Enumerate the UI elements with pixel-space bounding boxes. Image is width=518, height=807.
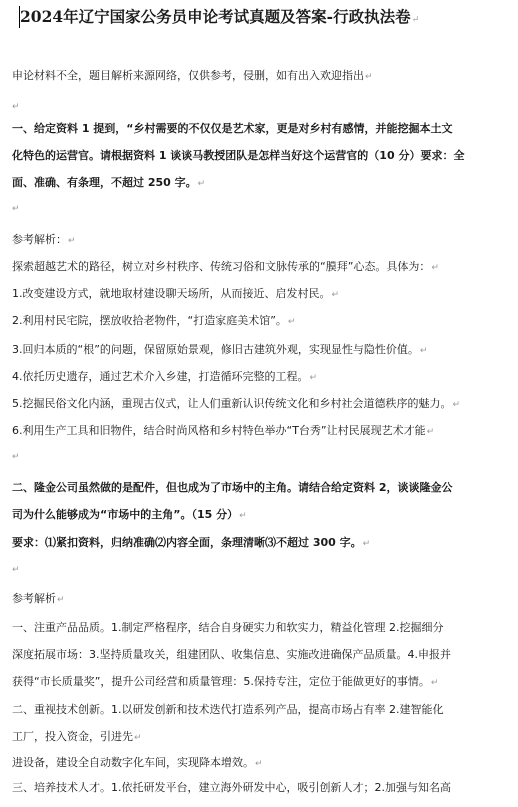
text-line bbox=[12, 176, 512, 191]
line-text: 申论材料不全，题目解析来源网络，仅供参考，侵删，如有出入欢迎指出 bbox=[12, 69, 364, 82]
line-text: 进设备，建设全自动数字化车间，实现降本增效。 bbox=[12, 756, 254, 769]
line-text: 一、注重产品品质。1.制定严格程序，结合自身硬实力和软实力，精益化管理 2.挖掘细分 bbox=[12, 621, 444, 634]
line-text: 探索超越艺术的路径，树立对乡村秩序、传统习俗和文脉传承的“膜拜”心态。具体为： bbox=[12, 260, 431, 273]
text-line bbox=[12, 397, 512, 412]
line-text: 参考解析： bbox=[12, 233, 67, 246]
text-line bbox=[12, 536, 512, 551]
line-text: 参考解析 bbox=[12, 592, 56, 605]
paragraph-mark-icon: ↵ bbox=[411, 15, 420, 25]
text-line bbox=[12, 122, 512, 136]
line-text: 深度拓展市场：3.坚持质量攻关，组建团队、收集信息、实施改进确保产品质量。4.申报并 bbox=[12, 648, 451, 661]
line-text: 化特色的运营官。请根据资料 1 谈谈马教授团队是怎样当好这个运营官的（10 分）要求：全 bbox=[12, 149, 465, 162]
paragraph-mark-icon: ↵ bbox=[331, 290, 340, 300]
paragraph-mark-icon: ↵ bbox=[309, 373, 318, 383]
line-text: 三、培养技术人才。1.依托研发平台，建立海外研发中心，吸引创新人才；2.加强与知名高 bbox=[12, 781, 451, 794]
text-line bbox=[12, 69, 512, 84]
paragraph-mark-icon: ↵ bbox=[134, 733, 142, 743]
text-line bbox=[12, 621, 512, 635]
paragraph-mark-icon: ↵ bbox=[255, 759, 263, 769]
line-text: 获得“市长质量奖”，提升公司经营和质量管理：5.保持专注，定位于能做更好的事情。 bbox=[12, 675, 430, 688]
text-line bbox=[12, 314, 512, 329]
line-text: 司为什么能够成为“市场中的主角”。（15 分） bbox=[12, 508, 239, 521]
line-text: 6.利用生产工具和旧物件，结合时尚风格和乡村特色举办“T台秀”让村民展现艺术才能 bbox=[12, 424, 426, 437]
text-line bbox=[12, 260, 512, 275]
paragraph-mark-icon: ↵ bbox=[431, 263, 439, 273]
line-text: 要求：⑴紧扣资料，归纳准确⑵内容全面，条理清晰⑶不超过 300 字。 bbox=[12, 536, 362, 549]
paragraph-mark-icon: ↵ bbox=[287, 317, 296, 327]
text-line bbox=[12, 370, 512, 385]
paragraph-mark-icon: ↵ bbox=[452, 400, 461, 410]
line-text: 3.回归本质的“根”的问题，保留原始景观，修旧古建筑外观，实现显性与隐性价值。 bbox=[12, 343, 419, 356]
paragraph-mark-icon: ↵ bbox=[362, 539, 371, 549]
line-text: 二、重视技术创新。1.以研发创新和技术迭代打造系列产品，提高市场占有率 2.建智能化 bbox=[12, 703, 444, 716]
line-text: 一、给定资料 1 提到，“乡村需要的不仅仅是艺术家，更是对乡村有感情，并能挖掘本土文 bbox=[12, 122, 453, 135]
text-line bbox=[12, 781, 512, 795]
text-line bbox=[12, 287, 512, 302]
text-line bbox=[12, 481, 512, 495]
empty-paragraph-mark-icon: ↵ bbox=[12, 102, 20, 112]
empty-paragraph-mark-icon: ↵ bbox=[12, 452, 20, 462]
text-line bbox=[12, 343, 512, 358]
text-line bbox=[12, 424, 512, 439]
text-line bbox=[12, 648, 512, 662]
line-text: 工厂，投入资金，引进先 bbox=[12, 730, 133, 743]
document-title bbox=[20, 6, 514, 31]
paragraph-mark-icon: ↵ bbox=[197, 179, 206, 189]
text-line bbox=[12, 508, 512, 523]
title-text: 2024年辽宁国家公务员申论考试真题及答案-行政执法卷 bbox=[20, 7, 411, 26]
text-line bbox=[12, 149, 512, 163]
paragraph-mark-icon: ↵ bbox=[426, 427, 435, 437]
paragraph-mark-icon: ↵ bbox=[68, 236, 76, 246]
text-line bbox=[12, 756, 512, 771]
empty-paragraph-mark-icon: ↵ bbox=[12, 204, 20, 214]
empty-paragraph-mark-icon: ↵ bbox=[12, 565, 20, 575]
text-line bbox=[12, 675, 512, 690]
line-text: 1.改变建设方式，就地取材建设聊天场所，从而接近、启发村民。 bbox=[12, 287, 331, 300]
text-line bbox=[12, 592, 512, 607]
line-text: 面、准确、有条理，不超过 250 字。 bbox=[12, 176, 197, 189]
paragraph-mark-icon: ↵ bbox=[365, 72, 373, 82]
paragraph-mark-icon: ↵ bbox=[419, 346, 428, 356]
text-line bbox=[12, 233, 512, 248]
paragraph-mark-icon: ↵ bbox=[430, 678, 439, 688]
line-text: 二、隆金公司虽然做的是配件，但也成为了市场中的主角。请结合给定资料 2，谈谈隆金公 bbox=[12, 481, 453, 494]
paragraph-mark-icon: ↵ bbox=[57, 595, 65, 605]
line-text: 4.依托历史遗存，通过艺术介入乡建，打造循环完整的工程。 bbox=[12, 370, 309, 383]
line-text: 5.挖掘民俗文化内涵，重现古仪式，让人们重新认识传统文化和乡村社会道德秩序的魅力。 bbox=[12, 397, 452, 410]
line-text: 2.利用村民宅院，摆放收拾老物件，“打造家庭美术馆”。 bbox=[12, 314, 287, 327]
paragraph-mark-icon: ↵ bbox=[239, 511, 247, 521]
text-line bbox=[12, 703, 512, 717]
text-line bbox=[12, 730, 512, 745]
